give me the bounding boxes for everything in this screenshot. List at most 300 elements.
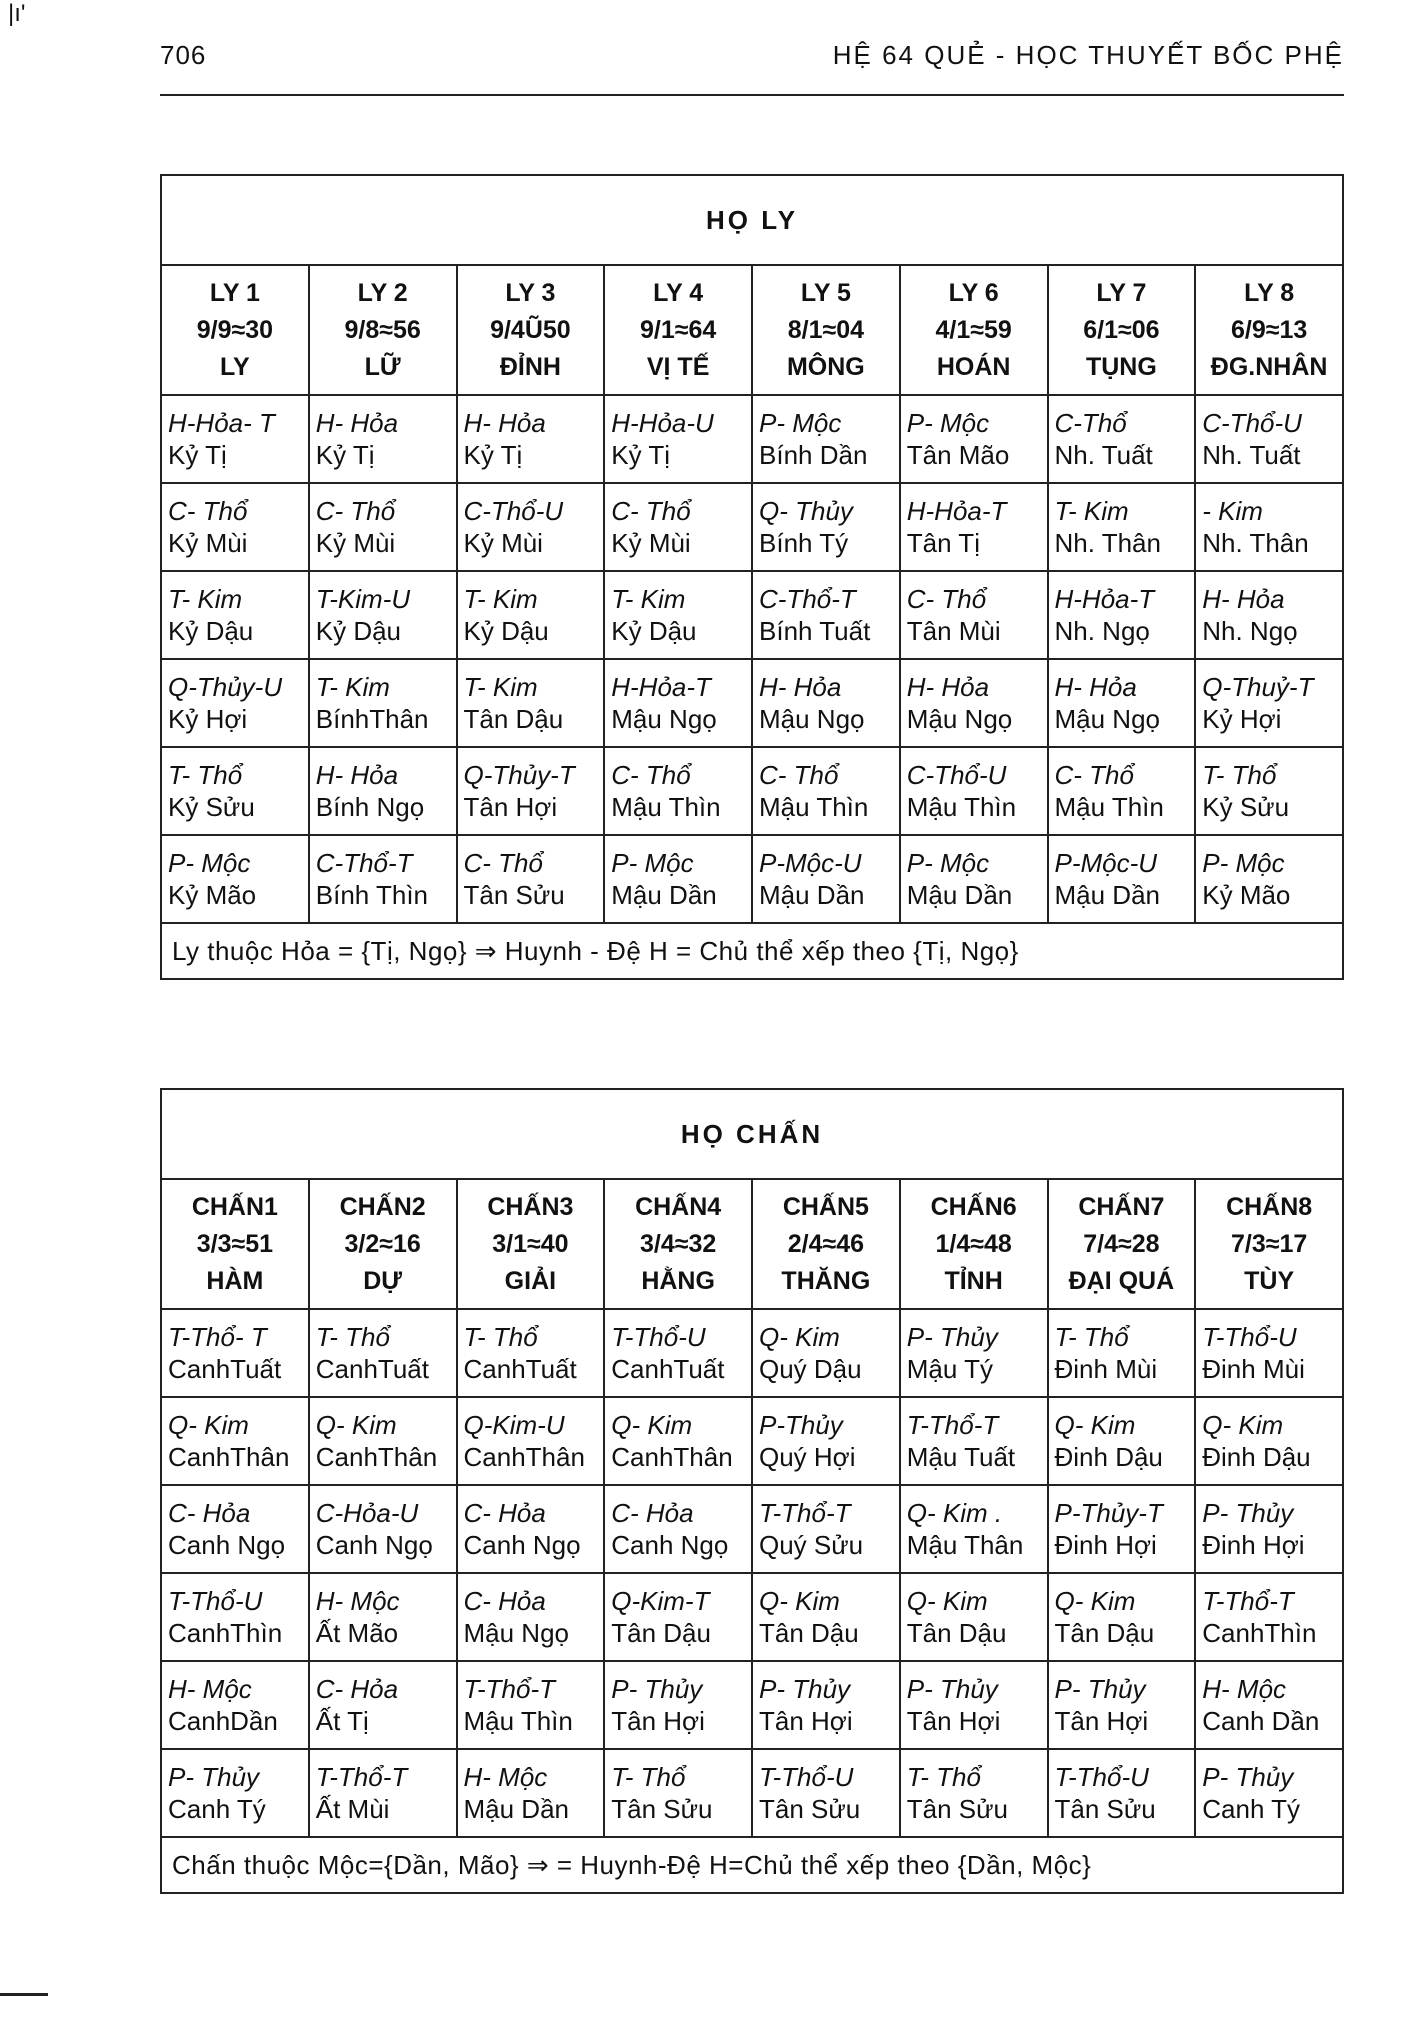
line-element: P- Mộc bbox=[1202, 848, 1285, 878]
line-cell bbox=[752, 483, 900, 571]
line-cell bbox=[900, 571, 1048, 659]
line-branch: Mậu Thìn bbox=[1054, 792, 1164, 822]
line-cell bbox=[900, 1309, 1048, 1397]
line-cell bbox=[752, 1309, 900, 1397]
line-branch: Tân Hợi bbox=[906, 1706, 1001, 1736]
line-branch: Ất Mão bbox=[315, 1618, 399, 1648]
hexagram-code: LY 7 bbox=[1096, 278, 1147, 307]
line-branch: CanhThân bbox=[611, 1442, 733, 1472]
hexagram-header bbox=[309, 1179, 457, 1309]
line-branch: Nh. Tuất bbox=[1202, 440, 1301, 470]
line-branch: Canh Tý bbox=[1202, 1794, 1301, 1824]
line-element: T-Thổ-U bbox=[759, 1762, 854, 1792]
line-branch: Kỷ Mão bbox=[1202, 880, 1291, 910]
line-cell bbox=[752, 1397, 900, 1485]
line-cell bbox=[161, 1749, 309, 1837]
line-cell bbox=[457, 395, 605, 483]
line-element: T- Thổ bbox=[1054, 1322, 1129, 1352]
line-branch: Kỷ Dậu bbox=[168, 616, 254, 646]
hexagram-ratio: 9/9≈30 bbox=[196, 315, 274, 344]
line-branch: Kỷ Tị bbox=[463, 440, 523, 470]
line-element: T-Kim-U bbox=[315, 584, 411, 614]
line-branch: Mậu Ngọ bbox=[463, 1618, 569, 1648]
line-element: C- Thổ bbox=[315, 496, 396, 526]
hexagram-name: DỰ bbox=[363, 1266, 403, 1295]
line-cell bbox=[752, 835, 900, 923]
line-cell bbox=[161, 571, 309, 659]
line-branch: BínhThân bbox=[315, 704, 429, 734]
line-cell bbox=[752, 659, 900, 747]
line-cell bbox=[604, 1397, 752, 1485]
line-cell bbox=[604, 659, 752, 747]
line-branch: Nh. Thân bbox=[1054, 528, 1161, 558]
hexagram-name: MÔNG bbox=[786, 352, 865, 381]
hexagram-header bbox=[900, 265, 1048, 395]
line-cell bbox=[457, 1573, 605, 1661]
hexagram-header bbox=[161, 265, 309, 395]
line-element: H-Hỏa-U bbox=[611, 408, 714, 438]
line-branch: Đinh Dậu bbox=[1202, 1442, 1311, 1472]
line-row bbox=[161, 747, 1343, 835]
line-element: P- Thủy bbox=[1202, 1762, 1294, 1792]
line-branch: Mậu Dần bbox=[611, 880, 717, 910]
line-branch: Kỷ Dậu bbox=[611, 616, 697, 646]
line-element: T-Thổ-U bbox=[611, 1322, 706, 1352]
line-cell bbox=[457, 571, 605, 659]
line-cell bbox=[309, 1309, 457, 1397]
line-element: C-Thổ-T bbox=[315, 848, 413, 878]
line-branch: Kỷ Hợi bbox=[1202, 704, 1282, 734]
hexagram-header bbox=[457, 265, 605, 395]
line-branch: CanhTuất bbox=[463, 1354, 577, 1384]
line-element: Q- Thủy bbox=[759, 496, 853, 526]
hexagram-code: CHẤN4 bbox=[635, 1192, 722, 1221]
hexagram-header bbox=[604, 265, 752, 395]
line-branch: Tân Hợi bbox=[611, 1706, 705, 1736]
line-cell bbox=[604, 1749, 752, 1837]
line-branch: Bính Tý bbox=[759, 528, 849, 558]
line-element: T-Thổ-T bbox=[1202, 1586, 1294, 1616]
line-cell bbox=[604, 395, 752, 483]
line-branch: Kỷ Tị bbox=[168, 440, 227, 470]
line-branch: Đinh Mùi bbox=[1054, 1354, 1158, 1384]
line-cell bbox=[457, 835, 605, 923]
line-branch: Mậu Dần bbox=[759, 880, 865, 910]
line-branch: Tân Hợi bbox=[1054, 1706, 1149, 1736]
hexagram-code: CHẤN6 bbox=[930, 1192, 1017, 1221]
line-element: H- Hỏa bbox=[759, 672, 842, 702]
line-element: P- Thủy bbox=[1202, 1498, 1294, 1528]
hexagram-name: VỊ TẾ bbox=[646, 352, 710, 381]
line-element: P- Mộc bbox=[611, 848, 694, 878]
line-branch: Mậu Thân bbox=[906, 1530, 1024, 1560]
line-cell bbox=[604, 747, 752, 835]
line-element: T- Thổ bbox=[463, 1322, 538, 1352]
hexagram-header bbox=[1048, 265, 1196, 395]
line-element: Q-Thuỷ-T bbox=[1202, 672, 1314, 702]
family-title-row bbox=[161, 175, 1343, 265]
line-element: Q- Kim bbox=[906, 1586, 988, 1616]
line-branch: Mậu Tuất bbox=[906, 1442, 1016, 1472]
hexagram-code: LY 4 bbox=[653, 278, 704, 307]
line-branch: Canh Tý bbox=[168, 1794, 266, 1824]
hexagram-code: CHẤN3 bbox=[487, 1192, 574, 1221]
line-element: Q- Kim bbox=[168, 1410, 249, 1440]
line-element: C- Thổ bbox=[611, 760, 691, 790]
line-element: H- Mộc bbox=[168, 1674, 252, 1704]
hexagram-header-row bbox=[161, 265, 1343, 395]
line-element: C- Hỏa bbox=[463, 1586, 546, 1616]
line-branch: Tân Sửu bbox=[1054, 1794, 1156, 1824]
line-branch: Tân Sửu bbox=[611, 1794, 713, 1824]
hexagram-ratio: 8/1≈04 bbox=[787, 315, 865, 344]
hexagram-ratio: 6/9≈13 bbox=[1230, 315, 1308, 344]
line-cell bbox=[752, 747, 900, 835]
line-row bbox=[161, 1397, 1343, 1485]
line-element: T- Kim bbox=[611, 584, 686, 614]
line-element: H- Hỏa bbox=[315, 760, 399, 790]
line-cell bbox=[309, 747, 457, 835]
line-element: C-Thổ-U bbox=[1202, 408, 1302, 438]
line-cell bbox=[161, 483, 309, 571]
line-cell bbox=[1048, 747, 1196, 835]
hexagram-header bbox=[161, 1179, 309, 1309]
line-cell bbox=[604, 835, 752, 923]
line-element: Q- Kim bbox=[759, 1322, 840, 1352]
line-cell bbox=[900, 1749, 1048, 1837]
line-element: Q- Kim bbox=[1054, 1410, 1136, 1440]
line-branch: Mậu Thìn bbox=[759, 792, 869, 822]
hexagram-ratio: 9/4Ũ50 bbox=[490, 315, 571, 344]
line-cell bbox=[1195, 1749, 1343, 1837]
line-element: T-Thổ-T bbox=[315, 1762, 408, 1792]
line-branch: Tân Sửu bbox=[906, 1794, 1008, 1824]
hexagram-ratio: 1/4≈48 bbox=[935, 1229, 1012, 1258]
line-branch: Tân Dậu bbox=[463, 704, 564, 734]
line-element: Q-Thủy-T bbox=[463, 760, 575, 790]
line-branch: Đinh Hợi bbox=[1202, 1530, 1305, 1560]
line-element: T- Thổ bbox=[906, 1762, 981, 1792]
hexagram-name: TÙY bbox=[1244, 1266, 1295, 1295]
line-element: C-Thổ-U bbox=[463, 496, 564, 526]
line-cell bbox=[161, 1485, 309, 1573]
bottom-mark bbox=[0, 1993, 48, 1996]
line-element: T- Kim bbox=[463, 584, 538, 614]
line-row bbox=[161, 483, 1343, 571]
line-cell bbox=[1048, 483, 1196, 571]
line-branch: CanhTuất bbox=[315, 1354, 429, 1384]
family-note: Ly thuộc Hỏa = {Tị, Ngọ} ⇒ Huynh - Đệ H = Chủ thể xếp theo {Tị, Ngọ} bbox=[161, 923, 1343, 979]
family-title: HỌ CHẤN bbox=[161, 1089, 1343, 1179]
line-branch: Tân Dậu bbox=[759, 1618, 859, 1648]
line-element: Q-Thủy-U bbox=[168, 672, 283, 702]
line-cell bbox=[161, 1397, 309, 1485]
hexagram-code: LY 2 bbox=[357, 278, 408, 307]
line-cell bbox=[1195, 1661, 1343, 1749]
note-row bbox=[161, 923, 1343, 979]
hexagram-name: LỮ bbox=[364, 352, 401, 381]
line-cell bbox=[1195, 659, 1343, 747]
hexagram-ratio: 7/4≈28 bbox=[1083, 1229, 1160, 1258]
line-branch: Tân Mão bbox=[906, 440, 1010, 470]
line-cell bbox=[161, 659, 309, 747]
line-branch: Canh Ngọ bbox=[315, 1530, 433, 1560]
line-element: C- Hỏa bbox=[611, 1498, 694, 1528]
line-element: H- Hỏa bbox=[1054, 672, 1137, 702]
table-ho-ly bbox=[160, 174, 1344, 980]
hexagram-name: HÀM bbox=[206, 1266, 264, 1295]
line-branch: Kỷ Dậu bbox=[463, 616, 549, 646]
hexagram-code: LY 3 bbox=[505, 278, 556, 307]
line-cell bbox=[604, 1661, 752, 1749]
line-cell bbox=[900, 659, 1048, 747]
line-branch: Tân Hợi bbox=[463, 792, 558, 822]
line-branch: Tân Hợi bbox=[759, 1706, 853, 1736]
line-cell bbox=[457, 1485, 605, 1573]
line-cell bbox=[1048, 1661, 1196, 1749]
line-branch: Bính Tuất bbox=[759, 616, 871, 646]
line-element: P- Thủy bbox=[759, 1674, 851, 1704]
line-cell bbox=[1048, 1749, 1196, 1837]
line-branch: Quý Dậu bbox=[759, 1354, 862, 1384]
line-element: Q- Kim bbox=[759, 1586, 840, 1616]
line-branch: CanhThân bbox=[463, 1442, 585, 1472]
line-cell bbox=[457, 659, 605, 747]
line-element: T- Kim bbox=[315, 672, 390, 702]
line-element: T-Thổ-U bbox=[1054, 1762, 1149, 1792]
line-cell bbox=[457, 1749, 605, 1837]
line-branch: Đinh Hợi bbox=[1054, 1530, 1157, 1560]
line-element: T-Thổ- T bbox=[168, 1322, 267, 1352]
line-cell bbox=[309, 395, 457, 483]
line-branch: CanhDần bbox=[168, 1706, 278, 1736]
line-branch: Canh Ngọ bbox=[611, 1530, 729, 1560]
line-branch: Bính Ngọ bbox=[315, 792, 425, 822]
line-element: C- Thổ bbox=[1054, 760, 1134, 790]
line-cell bbox=[309, 483, 457, 571]
hexagram-code: LY 5 bbox=[800, 278, 851, 307]
hexagram-header bbox=[457, 1179, 605, 1309]
line-element: H- Mộc bbox=[463, 1762, 548, 1792]
line-cell bbox=[900, 1573, 1048, 1661]
line-cell bbox=[900, 1661, 1048, 1749]
line-element: - Kim bbox=[1202, 496, 1263, 526]
line-branch: Kỷ Mùi bbox=[611, 528, 691, 558]
hexagram-name: HẰNG bbox=[641, 1266, 715, 1295]
hexagram-code: CHẤN2 bbox=[339, 1192, 426, 1221]
line-element: H-Hỏa-T bbox=[611, 672, 711, 702]
line-element: C- Thổ bbox=[759, 760, 839, 790]
line-branch: Kỷ Mùi bbox=[463, 528, 543, 558]
line-row bbox=[161, 659, 1343, 747]
line-element: T-Thổ-T bbox=[759, 1498, 851, 1528]
line-element: C- Hỏa bbox=[168, 1498, 251, 1528]
hexagram-header bbox=[1195, 1179, 1343, 1309]
line-cell bbox=[752, 1661, 900, 1749]
hexagram-code: CHẤN8 bbox=[1226, 1192, 1313, 1221]
line-element: T-Thổ-U bbox=[1202, 1322, 1297, 1352]
line-element: H-Hỏa-T bbox=[1054, 584, 1155, 614]
line-element: Q- Kim bbox=[315, 1410, 397, 1440]
hexagram-header bbox=[604, 1179, 752, 1309]
line-branch: Mậu Dần bbox=[906, 880, 1013, 910]
line-element: H- Hỏa bbox=[906, 672, 990, 702]
line-cell bbox=[900, 1485, 1048, 1573]
line-branch: Mậu Dần bbox=[1054, 880, 1160, 910]
hexagram-header bbox=[309, 265, 457, 395]
line-cell bbox=[900, 1397, 1048, 1485]
hexagram-ratio: 6/1≈06 bbox=[1083, 315, 1160, 344]
line-cell bbox=[752, 1749, 900, 1837]
line-element: C- Hỏa bbox=[463, 1498, 546, 1528]
line-branch: Mậu Ngọ bbox=[1054, 704, 1160, 734]
line-branch: Kỷ Sửu bbox=[1202, 792, 1290, 822]
hexagram-ratio: 4/1≈59 bbox=[935, 315, 1012, 344]
line-branch: Nh. Ngọ bbox=[1054, 616, 1150, 646]
hexagram-name: ĐỈNH bbox=[499, 352, 561, 381]
family-title-row bbox=[161, 1089, 1343, 1179]
line-branch: Tân Dậu bbox=[1054, 1618, 1155, 1648]
line-branch: Kỷ Hợi bbox=[168, 704, 248, 734]
line-branch: Canh Dần bbox=[1202, 1706, 1320, 1736]
line-cell bbox=[604, 571, 752, 659]
line-cell bbox=[900, 835, 1048, 923]
line-element: C-Thổ-U bbox=[906, 760, 1007, 790]
line-cell bbox=[457, 1397, 605, 1485]
hexagram-name: THĂNG bbox=[781, 1266, 871, 1295]
line-branch: Mậu Thìn bbox=[463, 1706, 573, 1736]
line-branch: CanhThìn bbox=[1202, 1618, 1317, 1648]
family-title: HỌ LY bbox=[161, 175, 1343, 265]
line-cell bbox=[1048, 571, 1196, 659]
line-element: T-Thổ-T bbox=[463, 1674, 555, 1704]
line-element: H- Hỏa bbox=[1202, 584, 1285, 614]
line-element: H- Hỏa bbox=[315, 408, 399, 438]
note-row bbox=[161, 1837, 1343, 1893]
line-element: P- Thủy bbox=[611, 1674, 703, 1704]
line-row bbox=[161, 1485, 1343, 1573]
line-cell bbox=[309, 1661, 457, 1749]
line-element: P- Mộc bbox=[168, 848, 251, 878]
line-row bbox=[161, 835, 1343, 923]
hexagram-name: ĐẠI QUÁ bbox=[1068, 1266, 1175, 1295]
line-cell bbox=[1195, 835, 1343, 923]
line-element: Q- Kim bbox=[1054, 1586, 1136, 1616]
line-branch: Mậu Ngọ bbox=[906, 704, 1013, 734]
line-branch: Mậu Thìn bbox=[906, 792, 1017, 822]
line-cell bbox=[1048, 1573, 1196, 1661]
line-branch: Tân Sửu bbox=[759, 1794, 861, 1824]
line-element: C- Hỏa bbox=[315, 1674, 399, 1704]
hexagram-header bbox=[900, 1179, 1048, 1309]
line-element: T- Thổ bbox=[1202, 760, 1277, 790]
line-element: T- Thổ bbox=[315, 1322, 390, 1352]
line-element: P- Thủy bbox=[906, 1322, 998, 1352]
hexagram-ratio: 3/4≈32 bbox=[639, 1229, 717, 1258]
line-cell bbox=[161, 1661, 309, 1749]
hexagram-ratio: 3/2≈16 bbox=[344, 1229, 421, 1258]
line-element: H-Hỏa- T bbox=[168, 408, 275, 438]
line-element: C- Thổ bbox=[906, 584, 987, 614]
line-branch: Mậu Thìn bbox=[611, 792, 721, 822]
line-row bbox=[161, 1573, 1343, 1661]
line-element: T- Kim bbox=[463, 672, 538, 702]
line-element: Q- Kim bbox=[1202, 1410, 1284, 1440]
line-branch: Quý Hợi bbox=[759, 1442, 856, 1472]
table-ho-chan bbox=[160, 1088, 1344, 1894]
line-cell bbox=[309, 1749, 457, 1837]
hexagram-header bbox=[1195, 265, 1343, 395]
corner-mark: |ı' bbox=[8, 0, 26, 27]
running-title: HỆ 64 QUẺ - HỌC THUYẾT BỐC PHỆ bbox=[832, 40, 1344, 70]
line-cell bbox=[1048, 395, 1196, 483]
line-cell bbox=[309, 659, 457, 747]
line-cell bbox=[161, 395, 309, 483]
hexagram-name: TỤNG bbox=[1085, 352, 1157, 381]
hexagram-name: GIẢI bbox=[504, 1266, 557, 1295]
hexagram-header bbox=[1048, 1179, 1196, 1309]
line-cell bbox=[161, 835, 309, 923]
line-branch: CanhThìn bbox=[168, 1618, 283, 1648]
line-cell bbox=[1195, 483, 1343, 571]
line-element: C-Hỏa-U bbox=[315, 1498, 419, 1528]
line-cell bbox=[1048, 1485, 1196, 1573]
line-row bbox=[161, 1749, 1343, 1837]
hexagram-code: LY 8 bbox=[1244, 278, 1295, 307]
line-cell bbox=[900, 747, 1048, 835]
hexagram-code: CHẤN5 bbox=[782, 1192, 869, 1221]
line-cell bbox=[604, 1309, 752, 1397]
line-branch: Tân Mùi bbox=[906, 616, 1001, 646]
line-branch: Kỷ Sửu bbox=[168, 792, 255, 822]
line-element: T- Kim bbox=[1054, 496, 1129, 526]
line-cell bbox=[900, 395, 1048, 483]
line-row bbox=[161, 1309, 1343, 1397]
line-branch: CanhTuất bbox=[611, 1354, 725, 1384]
line-cell bbox=[1195, 571, 1343, 659]
line-branch: Mậu Ngọ bbox=[611, 704, 717, 734]
hexagram-header bbox=[752, 1179, 900, 1309]
line-branch: Kỷ Dậu bbox=[315, 616, 402, 646]
family-note: Chấn thuộc Mộc={Dần, Mão} ⇒ = Huynh-Đệ H=Chủ thể xếp theo {Dần, Mộc} bbox=[161, 1837, 1343, 1893]
line-element: T- Thổ bbox=[168, 760, 243, 790]
hexagram-header bbox=[752, 265, 900, 395]
line-cell bbox=[1195, 1485, 1343, 1573]
line-branch: CanhTuất bbox=[168, 1354, 282, 1384]
line-branch: Đinh Mùi bbox=[1202, 1354, 1305, 1384]
hexagram-ratio: 9/1≈64 bbox=[639, 315, 717, 344]
line-element: H- Hỏa bbox=[463, 408, 546, 438]
line-cell bbox=[752, 395, 900, 483]
line-cell bbox=[604, 1485, 752, 1573]
line-cell bbox=[900, 483, 1048, 571]
line-branch: Kỷ Mùi bbox=[168, 528, 248, 558]
hexagram-code: LY 6 bbox=[948, 278, 999, 307]
line-cell bbox=[752, 1573, 900, 1661]
line-row bbox=[161, 395, 1343, 483]
line-cell bbox=[457, 1309, 605, 1397]
line-element: T- Thổ bbox=[611, 1762, 686, 1792]
line-cell bbox=[1195, 395, 1343, 483]
line-branch: Ất Mùi bbox=[315, 1794, 390, 1824]
line-cell bbox=[604, 483, 752, 571]
line-element: P-Mộc-U bbox=[759, 848, 862, 878]
line-cell bbox=[604, 1573, 752, 1661]
line-cell bbox=[161, 1573, 309, 1661]
hexagram-ratio: 2/4≈46 bbox=[787, 1229, 865, 1258]
line-cell bbox=[752, 1485, 900, 1573]
line-branch: Tân Tị bbox=[906, 528, 980, 558]
